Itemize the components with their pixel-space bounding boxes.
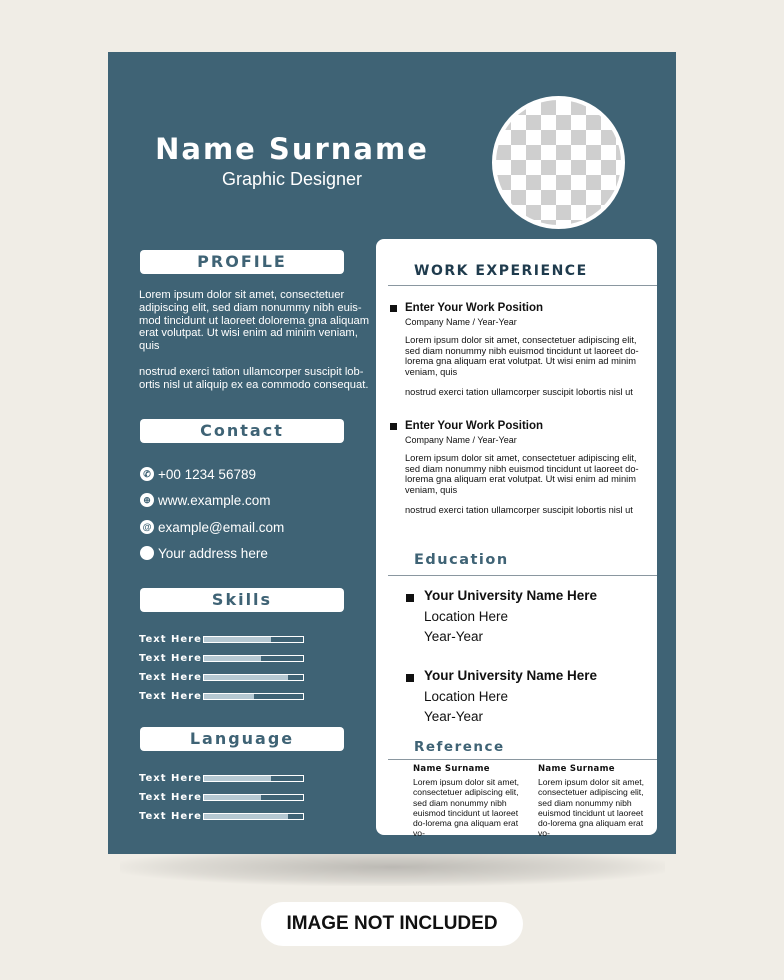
profile-paragraph-1: Lorem ipsum dolor sit amet, consectetuer adipiscing elit, sed diam nonummy nibh euis-mod tincidunt ut laoreet dolorema gna aliquam erat volutpat. Ut wisi enim ad minim veniam, quis [139, 289, 370, 353]
language-label: Text Here [139, 811, 202, 822]
contact-address [140, 545, 268, 561]
resume-job-title: Graphic Designer [221, 169, 363, 189]
job-description: Lorem ipsum dolor sit amet, consectetuer adipiscing elit, sed diam nonummy nibh euismod tincidunt ut laoreet do-lorema gna aliquam erat volutpat. Ut wisi enim ad minim veniam, quis [405, 453, 639, 495]
language-bar [203, 794, 304, 801]
education-location: Location Here [424, 609, 509, 624]
language-label: Text Here [139, 773, 202, 784]
contact-phone-text: +00 1234 56789 [158, 466, 256, 482]
job-bullet [390, 423, 397, 430]
skill-label: Text Here [139, 634, 202, 645]
job-description-2: nostrud exerci tation ullamcorper suscipit lobortis nisl ut [405, 505, 633, 515]
reference-name: Name Surname [413, 764, 490, 774]
education-location: Location Here [424, 689, 509, 704]
language-bar-fill [204, 814, 288, 819]
skill-label: Text Here [139, 653, 202, 664]
skill-bar [203, 655, 304, 662]
reference-divider [388, 759, 657, 760]
job-description-2: nostrud exerci tation ullamcorper suscipit lobortis nisl ut [405, 387, 633, 397]
email-icon: @ [140, 520, 154, 534]
job-company: Company Name / Year-Year [405, 435, 517, 445]
language-heading: Language [140, 727, 344, 751]
skill-bar-fill [204, 694, 254, 699]
language-bar [203, 775, 304, 782]
job-description: Lorem ipsum dolor sit amet, consectetuer adipiscing elit, sed diam nonummy nibh euismod tincidunt ut laoreet do-lorema gna aliquam erat volutpat. Ut wisi enim ad minim veniam, quis [405, 335, 639, 377]
skill-bar [203, 674, 304, 681]
reference-text: Lorem ipsum dolor sit amet, consectetuer adipiscing elit, sed diam nonummy nibh euismod tincidunt ut laoreet do-lorema gna aliquam erat vo- [538, 777, 645, 839]
reference-text: Lorem ipsum dolor sit amet, consectetuer adipiscing elit, sed diam nonummy nibh euismod tincidunt ut laoreet do-lorema gna aliquam erat vo- [413, 777, 520, 839]
skill-bar-fill [204, 675, 288, 680]
education-divider [388, 575, 657, 576]
job-bullet [390, 305, 397, 312]
skills-heading: Skills [140, 588, 344, 612]
main-panel [376, 239, 657, 839]
resume-sheet [108, 52, 676, 854]
profile-paragraph-2: nostrud exerci tation ullamcorper suscipit lob-ortis nisl ut aliquip ex ea commodo consequat. [139, 366, 369, 391]
skill-bar [203, 693, 304, 700]
language-bar [203, 813, 304, 820]
education-years: Year-Year [424, 709, 484, 724]
job-position: Enter Your Work Position [405, 420, 544, 432]
phone-icon: ✆ [140, 467, 154, 481]
contact-phone [140, 466, 256, 482]
language-row [139, 773, 309, 785]
education-bullet [406, 674, 414, 682]
photo-placeholder [492, 96, 625, 229]
contact-website [140, 492, 271, 508]
contact-email [140, 519, 284, 535]
skill-label: Text Here [139, 672, 202, 683]
job-company: Company Name / Year-Year [405, 317, 517, 327]
work-heading: WORK EXPERIENCE [414, 263, 588, 279]
skill-bar-fill [204, 637, 271, 642]
skill-row [139, 691, 309, 703]
skill-row [139, 634, 309, 646]
contact-address-text: Your address here [158, 545, 268, 561]
skill-bar-fill [204, 656, 261, 661]
job-position: Enter Your Work Position [405, 302, 544, 314]
skill-row [139, 672, 309, 684]
language-row [139, 792, 309, 804]
location-icon [140, 546, 154, 560]
image-not-included-badge: IMAGE NOT INCLUDED [261, 902, 523, 946]
education-bullet [406, 594, 414, 602]
contact-heading: Contact [140, 419, 344, 443]
work-divider [388, 285, 657, 286]
education-university: Your University Name Here [424, 668, 598, 683]
globe-icon: ⊕ [140, 493, 154, 507]
skill-label: Text Here [139, 691, 202, 702]
resume-name: Name Surname [155, 132, 429, 166]
language-row [139, 811, 309, 823]
language-bar-fill [204, 795, 261, 800]
skill-row [139, 653, 309, 665]
skill-bar [203, 636, 304, 643]
contact-email-text: example@email.com [158, 519, 285, 535]
education-heading: Education [414, 552, 509, 568]
language-bar-fill [204, 776, 271, 781]
education-years: Year-Year [424, 629, 484, 644]
language-label: Text Here [139, 792, 202, 803]
reference-heading: Reference [414, 739, 505, 755]
education-university: Your University Name Here [424, 588, 598, 603]
profile-heading: PROFILE [140, 250, 344, 274]
reference-name: Name Surname [538, 764, 615, 774]
contact-website-text: www.example.com [158, 492, 271, 508]
